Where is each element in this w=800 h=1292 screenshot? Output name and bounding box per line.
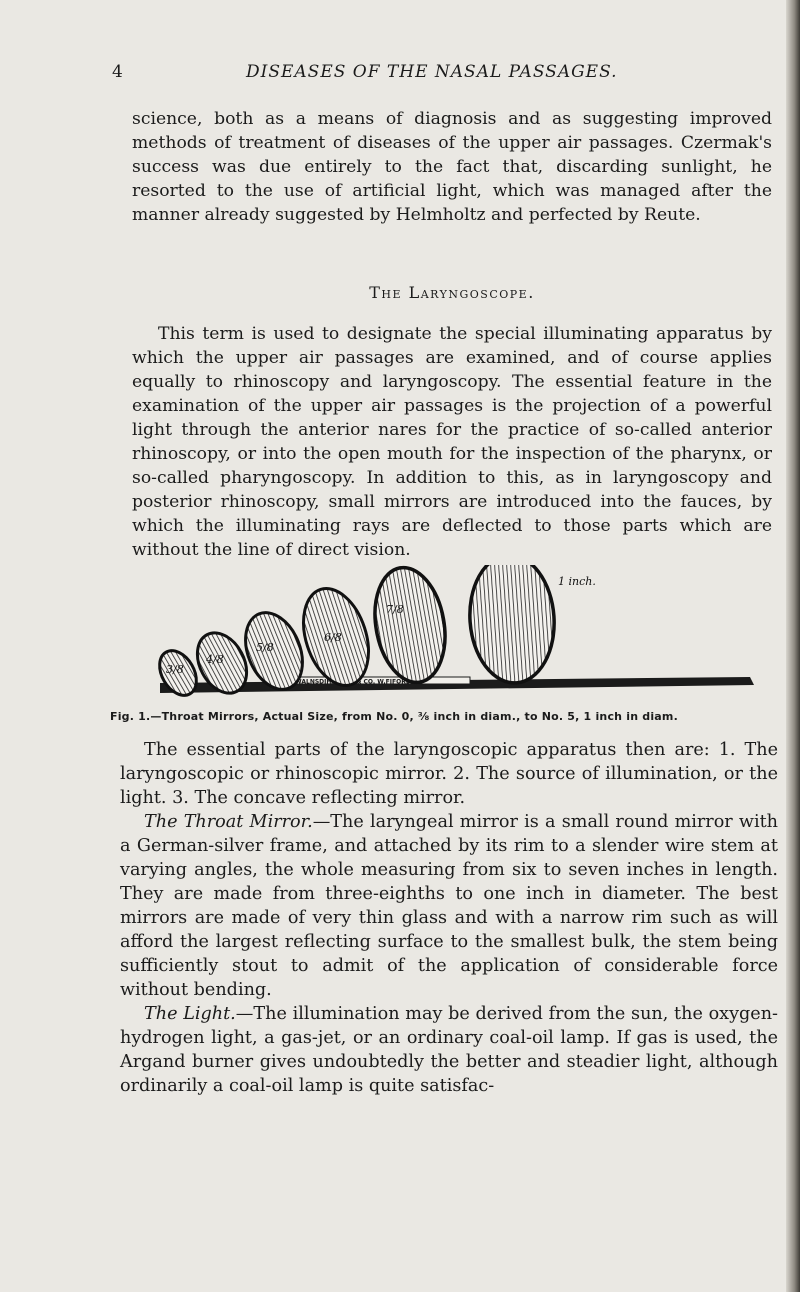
mirror-5 (466, 565, 559, 686)
throat-mirrors-figure (150, 565, 770, 705)
figure-caption: Fig. 1.—Throat Mirrors, Actual Size, from No. 0, ⅜ inch in diam., to No. 5, 1 inch in diam. (110, 710, 678, 723)
running-title: DISEASES OF THE NASAL PASSAGES. (246, 62, 618, 82)
size-label-4-8: 4/8 (206, 653, 224, 666)
throat-mirror-label: The Throat Mirror. (144, 812, 313, 832)
paragraph-1: science, both as a means of diagnosis and as suggesting improved methods of treatment of diseases of the upper air passages. Czermak's success was due entirely to the fact that, discarding sunlight, he resorted to the use of artificial light, which was managed after the manner already suggested by Helmholtz and perfected by Reute. (132, 109, 772, 225)
throat-mirror-section (120, 810, 778, 1002)
paragraph-2: This term is used to designate the special illuminating apparatus by which the upper air passages are examined, and of course applies equally to rhinoscopy and laryngoscopy. The essential feature in the examination of the upper air passages is the projection of a powerful light through the anterior nares for the practice of so-called anterior rhinoscopy, or into the open mouth for the inspection of the pharynx, or so-called pharyngoscopy. In addition to this, as in laryngoscopy and posterior rhinoscopy, small mirrors are introduced into the fauces, by which the illuminating rays are deflected to those parts which are without the line of direct vision. (132, 324, 772, 560)
size-label-6-8: 6/8 (324, 631, 342, 644)
throat-mirror-text: —The laryngeal mirror is a small round mirror with a German-silver frame, and attached by its rim to a slender wire stem at varying angles, the whole measuring from six to seven inches in length. They are made from three-eighths to one inch in diameter. The best mirrors are made of very thin glass and with a narrow rim such as will afford the largest reflecting surface to the smallest bulk, the stem being sufficiently stout to admit of the application of considerable force without bending. (120, 812, 779, 1000)
ruler-maker-text: WALNSDIHALRAD CO. W.FIFORD. (295, 678, 414, 686)
light-text: —The illumination may be derived from the sun, the oxygen-hydrogen light, a gas-jet, or an ordinary coal-oil lamp. If gas is used, the Argand burner gives undoubtedly the better and steadier light, although ordinarily a coal-oil lamp is quite satisfac- (120, 1004, 778, 1096)
mirror-4 (366, 565, 453, 688)
page-edge-shadow (786, 0, 800, 1292)
section-heading: The Laryngoscope. (369, 283, 535, 302)
mirror-stem (160, 677, 754, 693)
light-section (120, 1002, 778, 1098)
running-header (112, 62, 752, 86)
paragraph-3 (120, 738, 778, 1098)
light-label: The Light. (144, 1004, 236, 1024)
size-label-7-8: 7/8 (386, 603, 404, 616)
size-label-5-8: 5/8 (256, 641, 274, 654)
size-label-1-inch: 1 inch. (558, 575, 596, 588)
apparatus-intro: The essential parts of the laryngoscopic apparatus then are: 1. The laryngoscopic or rhinoscopic mirror. 2. The source of illumination, or the light. 3. The concave reflecting mirror. (120, 740, 778, 808)
size-label-3-8: 3/8 (166, 663, 184, 676)
page-number: 4 (112, 62, 124, 82)
